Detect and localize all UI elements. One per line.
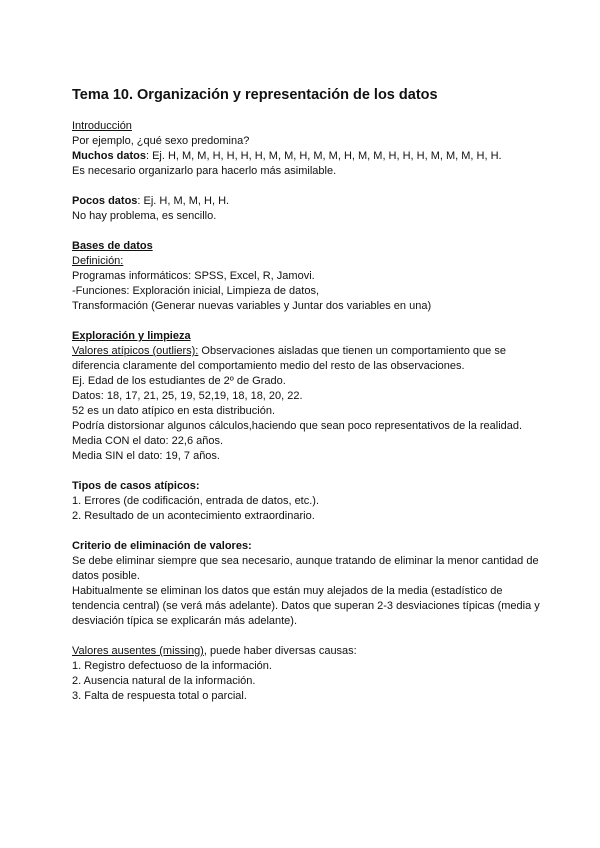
few-data-label: Pocos datos (72, 195, 138, 207)
missing-label: Valores ausentes (missing) (72, 645, 204, 657)
intro-section (72, 119, 542, 224)
few-data-line (72, 194, 542, 209)
criteria-section (72, 539, 542, 629)
missing-text: , puede haber diversas causas: (203, 645, 357, 657)
missing-section (72, 644, 542, 704)
many-data-value: : Ej. H, M, M, H, H, H, H, M, M, H, M, M, H, M, M, H, H, H, M, M, M, H, H. (145, 150, 502, 162)
many-data-note: Es necesario organizarlo para hacerlo más asimilable. (72, 165, 337, 177)
definition-label: Definición: (72, 255, 124, 267)
intro-heading: Introducción (72, 120, 132, 132)
many-data-line (72, 149, 542, 164)
many-data-label: Muchos datos (72, 150, 146, 162)
functions-line: -Funciones: Exploración inicial, Limpieza de datos, (72, 285, 320, 297)
exploration-heading: Exploración y limpieza (72, 330, 191, 342)
databases-heading: Bases de datos (72, 240, 153, 252)
list-item: 3. Falta de respuesta total o parcial. (72, 690, 247, 702)
exploration-line: Media SIN el dato: 19, 7 años. (72, 450, 220, 462)
types-heading: Tipos de casos atípicos: (72, 480, 200, 492)
list-item: 1. Registro defectuoso de la información. (72, 660, 272, 672)
exploration-line: 52 es un dato atípico en esta distribución. (72, 405, 276, 417)
outliers-paragraph (72, 344, 542, 374)
exploration-line: Ej. Edad de los estudiantes de 2º de Grado. (72, 375, 286, 387)
exploration-line: Datos: 18, 17, 21, 25, 19, 52,19, 18, 18, 20, 22. (72, 390, 303, 402)
document-page (72, 86, 542, 704)
list-item: 2. Ausencia natural de la información. (72, 675, 256, 687)
types-section (72, 479, 542, 524)
few-data-note: No hay problema, es sencillo. (72, 210, 217, 222)
programs-line: Programas informáticos: SPSS, Excel, R, Jamovi. (72, 270, 315, 282)
missing-line (72, 644, 542, 659)
criteria-paragraph-1: Se debe eliminar siempre que sea necesario, aunque tratando de eliminar la menor cantidad de datos posible. (72, 555, 539, 582)
outliers-label: Valores atípicos (outliers): (72, 345, 199, 357)
transform-line: Transformación (Generar nuevas variables y Juntar dos variables en una) (72, 300, 432, 312)
exploration-line: Podría distorsionar algunos cálculos,haciendo que sean poco representativos de la realidad. (72, 420, 523, 432)
criteria-paragraph-2: Habitualmente se eliminan los datos que están muy alejados de la media (estadístico de tendencia central) (se verá más adelante). Datos que superan 2-3 desviaciones típicas (media y desviación típica se explicarán más adelante). (72, 585, 540, 627)
few-data-value: : Ej. H, M, M, H, H. (137, 195, 230, 207)
page-title: Tema 10. Organización y representación de los datos (72, 87, 438, 103)
exploration-line: Media CON el dato: 22,6 años. (72, 435, 224, 447)
intro-question: Por ejemplo, ¿qué sexo predomina? (72, 135, 250, 147)
list-item: 2. Resultado de un acontecimiento extraordinario. (72, 510, 315, 522)
databases-section (72, 239, 542, 314)
outliers-text: Observaciones aisladas que tienen un comportamiento que se diferencia claramente del comportamiento medio del resto de las observaciones. (72, 345, 506, 372)
list-item: 1. Errores (de codificación, entrada de datos, etc.). (72, 495, 320, 507)
exploration-section (72, 329, 542, 464)
criteria-heading: Criterio de eliminación de valores: (72, 540, 252, 552)
